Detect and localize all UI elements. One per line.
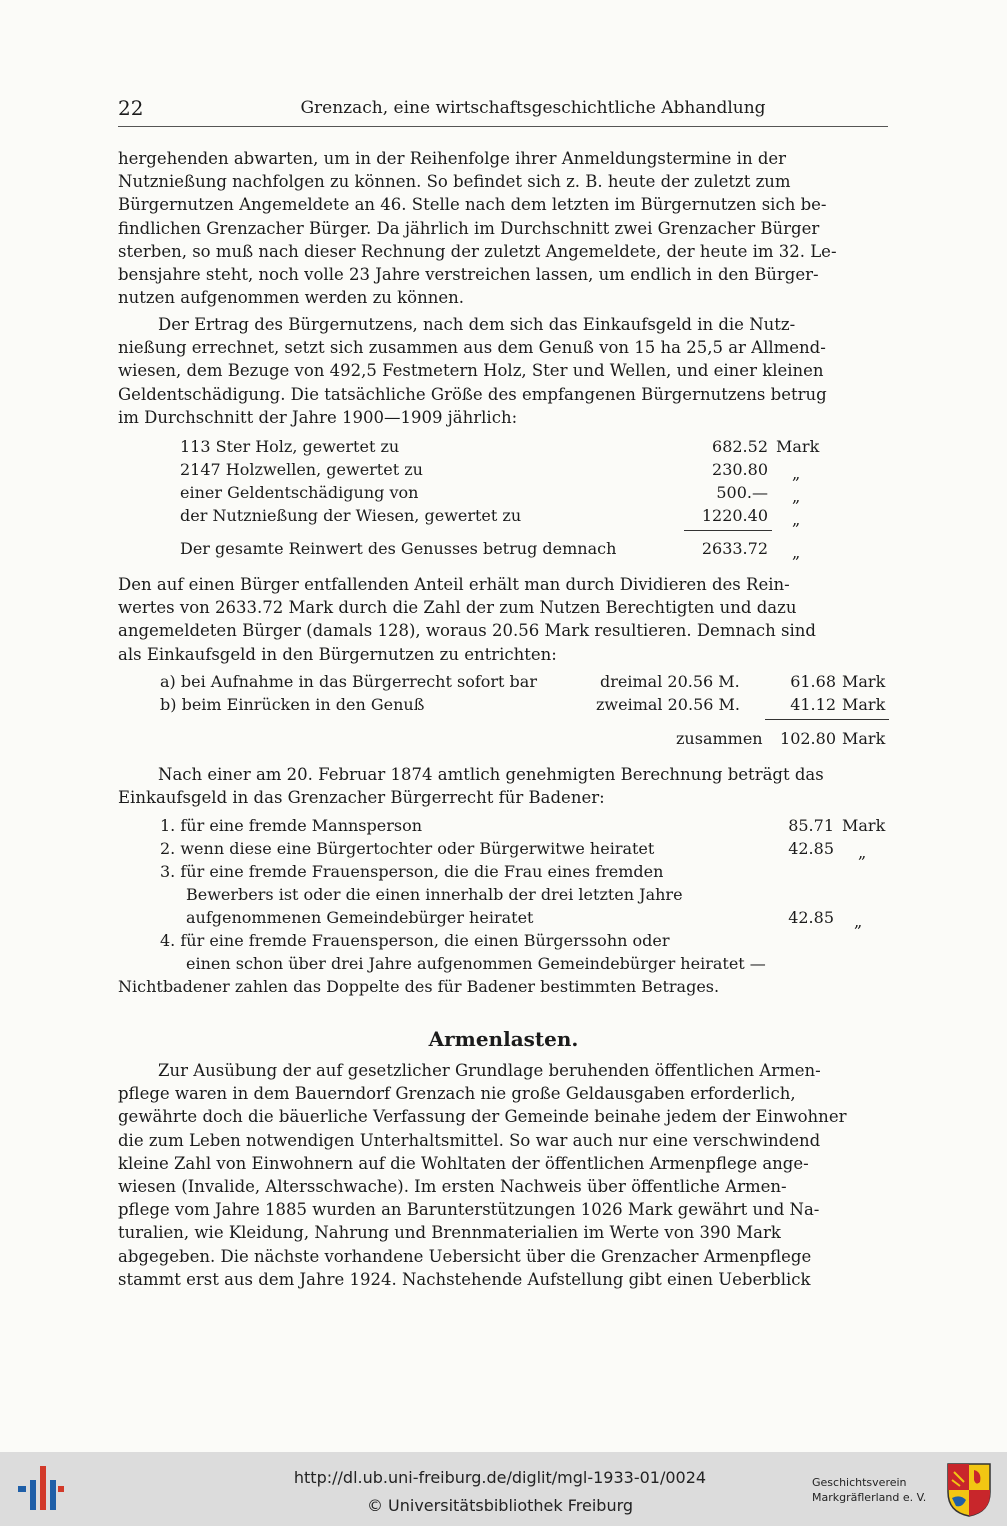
- list-item-unit: „: [858, 843, 867, 862]
- text-line: hergehenden abwarten, um in der Reihenfolge ihrer Anmeldungstermine in der: [118, 149, 787, 168]
- section-paragraph: [118, 1059, 888, 1291]
- list-item: 1. für eine fremde Mannsperson: [160, 816, 423, 835]
- paragraph-2: [118, 313, 888, 429]
- list-item-unit: „: [854, 912, 863, 931]
- table-row-calc: zweimal 20.56 M.: [596, 695, 740, 714]
- text-line: wiesen, dem Bezuge von 492,5 Festmetern Holz, Ster und Wellen, und einer kleinen: [118, 361, 824, 381]
- text-line: kleine Zahl von Einwohnern auf die Wohltaten der öffentlichen Armenpflege ange-: [118, 1153, 809, 1173]
- table-row-unit: „: [792, 510, 801, 529]
- table-row-label: b) beim Einrücken in den Genuß: [160, 695, 425, 714]
- text-line: Bürgernutzen Angemeldete an 46. Stelle nach dem letzten im Bürgernutzen sich be-: [118, 195, 827, 215]
- table-row-unit: Mark: [776, 437, 820, 456]
- text-line: nießung errechnet, setzt sich zusammen aus dem Genuß von 15 ha 25,5 ar Allmend-: [118, 338, 826, 358]
- coat-of-arms-icon: [946, 1462, 992, 1518]
- text-line: Einkaufsgeld in das Grenzacher Bürgerrecht für Badener:: [118, 788, 605, 808]
- list-closing-line: Nichtbadener zahlen das Doppelte des für Badener bestimmten Betrages.: [118, 977, 720, 996]
- paragraph-1: [118, 147, 888, 309]
- text-line: sterben, so muß nach dieser Rechnung der zuletzt Angemeldete, der heute im 32. Le-: [118, 241, 837, 261]
- table-row-label: 2147 Holzwellen, gewertet zu: [180, 460, 423, 479]
- text-line: bensjahre steht, noch volle 23 Jahre verstreichen lassen, um endlich in den Bürger-: [118, 265, 819, 285]
- list-item: 3. für eine fremde Frauensperson, die die Frau eines fremden: [160, 862, 664, 881]
- table-row-unit: Mark: [842, 672, 886, 691]
- permalink-url[interactable]: http://dl.ub.uni-freiburg.de/diglit/mgl-1933-01/0024: [293, 1468, 707, 1487]
- table-row-label: a) bei Aufnahme in das Bürgerrecht sofort bar: [160, 672, 537, 691]
- list-item-amount: 42.85: [788, 908, 834, 927]
- text-line: findlichen Grenzacher Bürger. Da jährlich im Durchschnitt zwei Grenzacher Bürger: [118, 218, 820, 238]
- list-item-continuation: aufgenommenen Gemeindebürger heiratet: [186, 908, 534, 927]
- paragraph-3: [118, 573, 888, 666]
- table-total-amount: 102.80: [780, 729, 836, 748]
- running-title: Grenzach, eine wirtschaftsgeschichtliche Abhandlung: [300, 98, 766, 118]
- table-row-amount: 500.—: [716, 483, 768, 502]
- text-line: wertes von 2633.72 Mark durch die Zahl der zum Nutzen Berechtigten und dazu: [118, 598, 797, 618]
- text-line: pflege vom Jahre 1885 wurden an Barunterstützungen 1026 Mark gewährt und Na-: [118, 1200, 820, 1220]
- table-row-label: der Nutznießung der Wiesen, gewertet zu: [180, 506, 522, 525]
- table-total-unit: „: [792, 543, 801, 562]
- society-name-line: Markgräflerland e. V.: [812, 1491, 927, 1504]
- table-row-unit: „: [792, 487, 801, 506]
- text-line: pflege waren in dem Bauerndorf Grenzach nie große Geldausgaben erforderlich,: [118, 1084, 796, 1104]
- list-item-amount: 42.85: [788, 839, 834, 858]
- university-library-logo-icon: [18, 1466, 64, 1512]
- text-line: Nutznießung nachfolgen zu können. So befindet sich z. B. heute der zuletzt zum: [118, 172, 791, 192]
- text-line: gewährte doch die bäuerliche Verfassung der Gemeinde beinahe jedem der Einwohner: [118, 1107, 847, 1127]
- text-line: angemeldeten Bürger (damals 128), woraus 20.56 Mark resultieren. Demnach sind: [118, 621, 816, 641]
- table-total-label: zusammen: [676, 729, 763, 748]
- table-row-unit: „: [792, 464, 801, 483]
- table-row-unit: Mark: [842, 695, 886, 714]
- table-row-amount: 41.12: [790, 695, 836, 714]
- list-item-continuation: Bewerbers ist oder die einen innerhalb der drei letzten Jahre: [186, 885, 683, 904]
- text-line: im Durchschnitt der Jahre 1900—1909 jährlich:: [118, 407, 518, 427]
- table-row-label: einer Geldentschädigung von: [180, 483, 419, 502]
- table-row-label: 113 Ster Holz, gewertet zu: [180, 437, 400, 456]
- text-line: Geldentschädigung. Die tatsächliche Größe des empfangenen Bürgernutzens betrug: [118, 384, 827, 404]
- text-line: nutzen aufgenommen werden zu können.: [118, 288, 464, 308]
- list-item-unit: Mark: [842, 816, 886, 835]
- table-total-label: Der gesamte Reinwert des Genusses betrug demnach: [180, 539, 617, 558]
- text-line: stammt erst aus dem Jahre 1924. Nachstehende Aufstellung gibt einen Ueberblick: [118, 1269, 811, 1289]
- sum-rule: [684, 530, 772, 531]
- society-name: [812, 1475, 942, 1505]
- text-line: Nach einer am 20. Februar 1874 amtlich genehmigten Berechnung beträgt das: [158, 765, 824, 784]
- table-total-amount: 2633.72: [701, 539, 768, 558]
- table-row-amount: 230.80: [712, 460, 768, 479]
- page-number: 22: [118, 96, 144, 120]
- text-line: abgegeben. Die nächste vorhandene Uebersicht über die Grenzacher Armenpflege: [118, 1246, 812, 1266]
- text-line: wiesen (Invalide, Altersschwache). Im ersten Nachweis über öffentliche Armen-: [118, 1177, 787, 1197]
- text-line: als Einkaufsgeld in den Bürgernutzen zu entrichten:: [118, 644, 557, 664]
- text-line: Zur Ausübung der auf gesetzlicher Grundlage beruhenden öffentlichen Armen-: [158, 1061, 821, 1080]
- copyright-notice: © Universitätsbibliothek Freiburg: [366, 1496, 634, 1515]
- paragraph-4: [118, 763, 888, 809]
- table-row-amount: 1220.40: [701, 506, 768, 525]
- list-item: 4. für eine fremde Frauensperson, die einen Bürgerssohn oder: [160, 931, 670, 950]
- list-item-continuation: einen schon über drei Jahre aufgenommen Gemeindebürger heiratet —: [186, 954, 766, 973]
- sum-rule: [765, 719, 889, 720]
- text-line: Der Ertrag des Bürgernutzens, nach dem sich das Einkaufsgeld in die Nutz-: [158, 315, 796, 334]
- page-header: [118, 96, 888, 127]
- society-name-line: Geschichtsverein: [812, 1476, 907, 1489]
- table-row-amount: 61.68: [790, 672, 836, 691]
- table-total-unit: Mark: [842, 729, 886, 748]
- text-line: turalien, wie Kleidung, Nahrung und Brennmaterialien im Werte von 390 Mark: [118, 1223, 781, 1243]
- footer-bar: [0, 1452, 1007, 1526]
- text-line: Den auf einen Bürger entfallenden Anteil erhält man durch Dividieren des Rein-: [118, 575, 790, 594]
- table-row-calc: dreimal 20.56 M.: [600, 672, 740, 691]
- text-line: die zum Leben notwendigen Unterhaltsmittel. So war auch nur eine verschwindend: [118, 1130, 821, 1150]
- section-heading: Armenlasten.: [428, 1027, 579, 1051]
- list-item-amount: 85.71: [788, 816, 834, 835]
- table-row-amount: 682.52: [712, 437, 768, 456]
- list-item: 2. wenn diese eine Bürgertochter oder Bürgerwitwe heiratet: [160, 839, 655, 858]
